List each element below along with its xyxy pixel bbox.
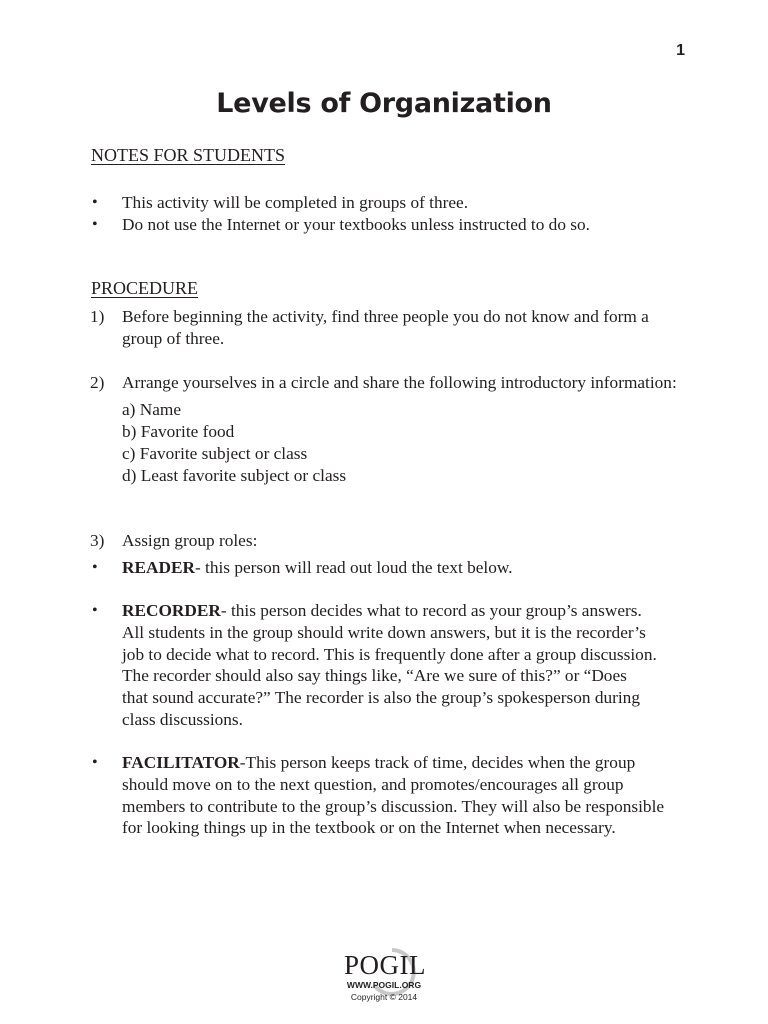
step-2-text: Arrange yourselves in a circle and share the following introductory information: [122,373,677,392]
role-description: - this person will read out loud the text below. [194,558,513,577]
step-3-text: Assign group roles: [122,531,258,550]
step-2-option: c) Favorite subject or class [122,444,308,463]
bullet-marker: • [92,216,98,233]
step-number: 2) [90,373,105,392]
bullet-marker: • [92,559,98,576]
step-2-option: a) Name [122,400,182,419]
page-title: Levels of Organization [216,88,552,119]
role-description-line: for looking things up in the textbook or on the Internet when necessary. [122,818,616,838]
role-description-line: The recorder should also say things like, “Are we sure of this?” or “Does [122,666,627,686]
role-description-line: that sound accurate?” The recorder is also the group’s spokesperson during [122,688,640,708]
role-description-line: members to contribute to the group’s discussion. They will also be responsible [122,796,665,816]
role-description-line: class discussions. [122,709,243,729]
role-reader [122,557,682,579]
role-name: READER [122,558,195,577]
step-1-line: Before beginning the activity, find three people you do not know and form a [122,307,649,326]
role-name: FACILITATOR [122,753,240,772]
copyright: Copyright © 2014 [350,992,418,1002]
step-1-line: group of three. [122,329,225,348]
notes-item: This activity will be completed in groups of three. [122,193,469,212]
step-number: 3) [90,531,105,550]
role-description-line: should move on to the next question, and promotes/encourages all group [122,774,624,794]
step-2-option: d) Least favorite subject or class [122,466,347,485]
bullet-marker: • [92,754,98,771]
bullet-marker: • [92,602,98,619]
bullet-marker: • [92,194,98,211]
step-2-option: b) Favorite food [122,422,235,441]
notes-heading: NOTES FOR STUDENTS [91,145,286,165]
role-name: RECORDER [122,601,221,620]
role-description: - this person decides what to record as your group’s answers. [220,601,642,620]
step-number: 1) [90,307,105,326]
logo-url: WWW.POGIL.ORG [346,980,422,990]
page-number: 1 [676,42,685,59]
procedure-heading: PROCEDURE [91,278,199,298]
role-description: -This person keeps track of time, decides when the group [239,753,636,772]
role-facilitator [122,752,682,839]
role-description-line: All students in the group should write down answers, but it is the recorder’s [122,622,646,642]
role-recorder [122,600,682,731]
logo-wordmark: POGIL [344,950,426,980]
role-description-line: job to decide what to record. This is frequently done after a group discussion. [122,644,657,664]
notes-item: Do not use the Internet or your textbooks unless instructed to do so. [122,215,590,234]
